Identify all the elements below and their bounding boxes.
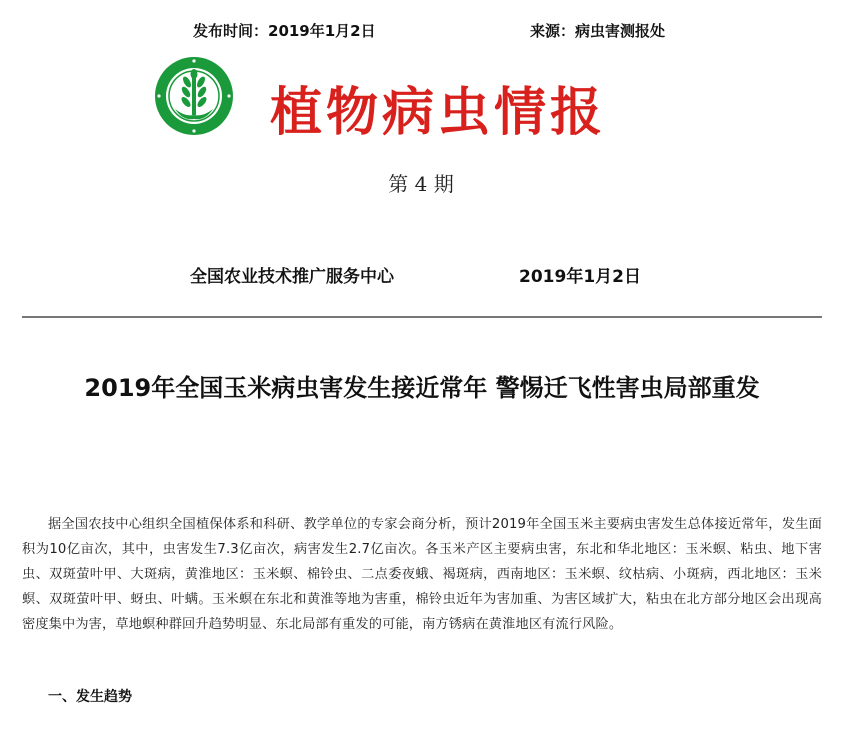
issuer-name: 全国农业技术推广服务中心 — [190, 267, 394, 287]
issue-number: 第 4 期 — [388, 172, 454, 196]
article-intro: 据全国农技中心组织全国植保体系和科研、教学单位的专家会商分析，预计2019年全国玉米主要病虫害发生总体接近常年，发生面积为10亿亩次，其中，虫害发生7.3亿亩次，病害发生2.7亿亩次。各玉米产区主要病虫害，东北和华北地区：玉米螟、粘虫、地下害虫、双斑萤叶甲、大斑病，黄淮地区：玉米螟、棉铃虫、二点委夜蛾、褐斑病，西南地区：玉米螟、纹枯病、小斑病，西北地区：玉米螟、双斑萤叶甲、蚜虫、叶螨。玉米螟在东北和黄淮等地为害重，棉铃虫近年为害加重、为害区域扩大，粘虫在北方部分地区会出现高密度集中为害，草地螟种群回升趋势明显、东北局部有重发的可能，南方锈病在黄淮地区有流行风险。 — [22, 517, 822, 632]
article-headline: 2019年全国玉米病虫害发生接近常年 警惕迁飞性害虫局部重发 — [84, 374, 760, 402]
publish-date: 发布时间：2019年1月2日 — [193, 22, 376, 40]
section-heading: 一、发生趋势 — [48, 689, 132, 705]
issuer-row — [0, 262, 842, 286]
divider — [22, 316, 822, 318]
masthead-title: 植物病虫情报 — [270, 82, 607, 143]
issuer-date: 2019年1月2日 — [519, 267, 641, 287]
meta-row — [0, 20, 842, 42]
source-label: 来源：病虫害测报处 — [530, 22, 666, 40]
wheat-emblem-icon — [153, 55, 235, 137]
